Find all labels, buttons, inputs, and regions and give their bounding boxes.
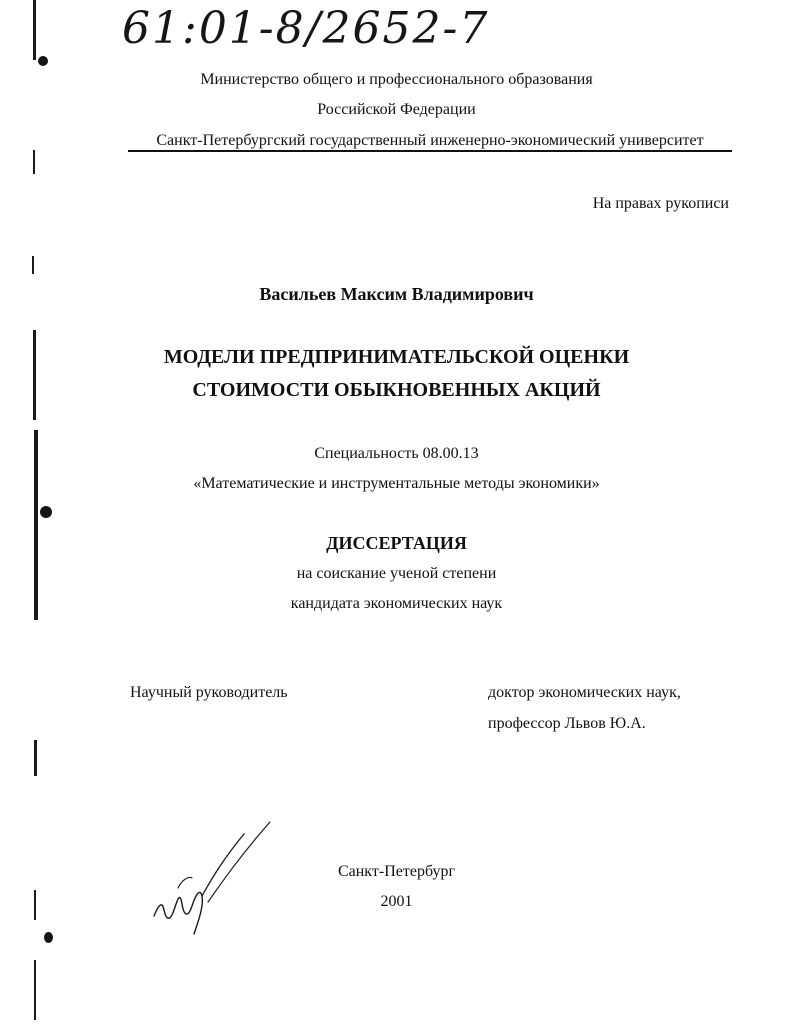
year: 2001: [380, 893, 413, 910]
supervisor-name: профессор Львов Ю.А.: [488, 715, 646, 732]
degree-purpose: на соискание ученой степени: [296, 565, 497, 582]
degree-name: кандидата экономических наук: [290, 595, 503, 612]
thesis-title-line-2: СТОИМОСТИ ОБЫКНОВЕННЫХ АКЦИЙ: [192, 379, 601, 401]
document-type: ДИССЕРТАЦИЯ: [326, 533, 467, 553]
catalog-number-handwritten: 61:01-8/2652-7: [122, 3, 490, 54]
author-name: Васильев Максим Владимирович: [259, 284, 534, 304]
country-name: Российской Федерации: [317, 101, 476, 118]
city: Санкт-Петербург: [337, 863, 456, 880]
ministry-name: Министерство общего и профессионального образования: [200, 71, 593, 88]
supervisor-degree: доктор экономических наук,: [488, 684, 681, 701]
header-underline: [128, 150, 732, 152]
supervisor-label: Научный руководитель: [130, 684, 288, 701]
specialty-name: «Математические и инструментальные методы экономики»: [193, 475, 600, 492]
university-name: Санкт-Петербургский государственный инженерно-экономический университет: [156, 132, 704, 149]
manuscript-note: На правах рукописи: [592, 195, 729, 212]
thesis-title-line-1: МОДЕЛИ ПРЕДПРИНИМАТЕЛЬСКОЙ ОЦЕНКИ: [163, 346, 630, 368]
specialty-code: Специальность 08.00.13: [314, 445, 479, 462]
